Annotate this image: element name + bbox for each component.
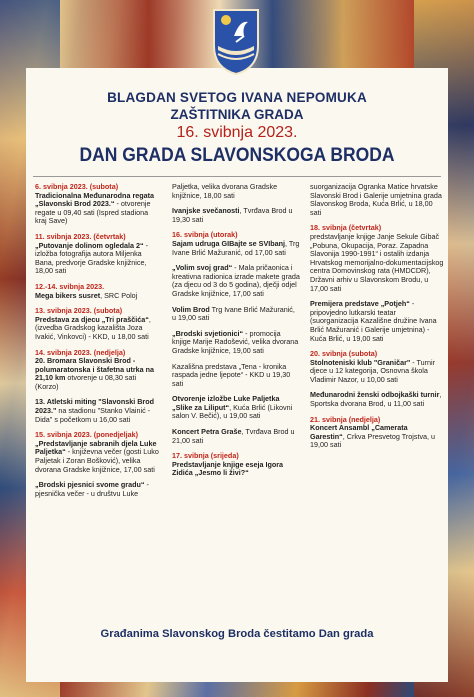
event-item xyxy=(35,431,161,474)
event-details: - književna večer (gosti Luko Paljetak i Zoran Bošković), velika dvorana Gradske knjižnice, 17,00 sati xyxy=(35,447,159,474)
event-details: - pripovjedno lutkarski teatar (suorganizacija Kazališne družine Ivana Brlić Mažuranić i Galerije umjetnina) - Kuća Brlić, u 19,00 sati xyxy=(310,299,437,343)
event-details: Paljetka, velika dvorana Gradske knjižnice, 18,00 sati xyxy=(172,182,278,200)
event-title: Koncert Petra Graše xyxy=(172,427,242,437)
event-date: 15. svibnja 2023. (ponedjeljak) xyxy=(35,430,139,440)
program-column-1 xyxy=(35,183,161,505)
event-item xyxy=(310,391,444,408)
event-item xyxy=(172,452,300,478)
city-crest-icon xyxy=(212,6,260,76)
event-item xyxy=(310,183,444,217)
event-item xyxy=(310,300,444,343)
header-date: 16. svibnja 2023. xyxy=(176,124,298,141)
event-title: Predstava za djecu „Tri praščića“ xyxy=(35,314,149,324)
footer-greeting: Građanima Slavonskog Broda čestitamo Dan grada xyxy=(100,628,374,640)
event-details: , Sportska dvorana Brod, u 11,00 sati xyxy=(310,390,442,409)
event-date: 13. svibnja 2023. (subota) xyxy=(35,306,123,316)
event-details: - Turnir djece u 12 kategorija, Osnovna škola Vladimir Nazor, u 10,00 sati xyxy=(310,357,436,384)
event-date: 12.-14. svibnja 2023. xyxy=(35,281,105,291)
event-title: Stolnoteniski klub "Graničar" xyxy=(310,357,411,367)
event-item xyxy=(35,283,161,300)
program-column-2 xyxy=(172,183,300,485)
event-item xyxy=(35,481,161,498)
event-item xyxy=(172,306,300,323)
event-item xyxy=(172,395,300,421)
event-title: Ivanjske svečanosti xyxy=(172,206,240,216)
event-item xyxy=(310,224,444,293)
event-title: Otvorenje izložbe Luke Paljetka „Slike za Liliput“ xyxy=(172,394,280,412)
event-title: Tradicionalna Međunarodna regata „Slavonski Brod 2023.“ xyxy=(35,190,155,209)
event-date: 14. svibnja 2023. (nedjelja) xyxy=(35,347,126,357)
event-title: Premijera predstave „Potjeh“ xyxy=(310,299,410,309)
event-details: , Crkva Presvetog Trojstva, u 19,00 sati xyxy=(310,431,436,450)
event-item xyxy=(172,264,300,298)
event-item xyxy=(35,349,161,392)
event-date: 11. svibnja 2023. (četvrtak) xyxy=(35,231,126,241)
header-line-1: BLAGDAN SVETOG IVANA NEPOMUKA xyxy=(107,90,367,105)
event-details: predstavljanje knjige Janje Sekule Gibač „Pobuna, Okupacija, Poraz. Zapadna Slavonija 1990-1991“ i ostalih izdanja Hrvatskog memorijalno-dokumentacijskog centra Domovinskog rata (HMDCDR), Državni arhiv u Slavonskom Brodu, u 17,00 sati xyxy=(310,231,444,293)
event-details: , (izvedba Gradskog kazališta Joza Ivakić, Vinkovci) - KKD, u 18,00 sati xyxy=(35,314,151,341)
event-details: otvorenje u 08,30 sati (Korzo) xyxy=(35,373,137,391)
event-title: „Volim svoj grad“ xyxy=(172,263,233,273)
event-details: , Tvrđava Brod u 19,30 sati xyxy=(172,206,293,224)
event-title: Mega bikers susret xyxy=(35,290,101,300)
event-item xyxy=(35,307,161,341)
event-item xyxy=(35,398,161,424)
event-item xyxy=(172,428,300,445)
event-date: 21. svibnja (nedjelja) xyxy=(310,414,381,424)
event-date: 17. svibnja (srijeda) xyxy=(172,451,239,461)
event-title: „Predstavljanje sabranih djela Luke Paljetka“ xyxy=(35,438,157,457)
event-details: - otvorenje regate u 09,40 sati (Ispred stadiona kraj Save) xyxy=(35,199,151,226)
event-date: 16. svibnja (utorak) xyxy=(172,230,238,240)
event-item xyxy=(310,350,444,384)
event-title: „Putovanje dolinom ogledala 2“ xyxy=(35,240,144,250)
header-line-2: ZAŠTITNIKA GRADA xyxy=(170,107,304,122)
event-details: - promocija knjige Marije Radošević, velika dvorana Gradske knjižnice, 19,00 sati xyxy=(172,328,299,355)
page-title: DAN GRADA SLAVONSKOGA BRODA xyxy=(79,145,395,166)
event-details: Trg Ivane Brlić Mažuranić, u 19,00 sati xyxy=(172,304,295,323)
program-column-3 xyxy=(310,183,444,457)
event-title: Koncert Ansambl „Camerata Garestin“ xyxy=(310,423,408,441)
event-title: Predstavljanje knjige eseja Igora Zidića „Jesmo li živi?“ xyxy=(172,459,284,478)
event-details: , Trg Ivane Brlić Mažuranić, od 17,00 sati xyxy=(172,238,300,257)
event-item xyxy=(35,233,161,276)
event-details: , Kuća Brlić (Likovni salon V. Bečić), u 19,00 sati xyxy=(172,402,293,421)
event-date: 18. svibnja (četvrtak) xyxy=(310,223,382,233)
event-item xyxy=(172,363,300,389)
event-date: 20. svibnja (subota) xyxy=(310,349,378,359)
event-item xyxy=(172,330,300,356)
event-title: 13. Atletski miting "Slavonski Brod 2023." xyxy=(35,397,154,416)
event-details: - izložba fotografija autora Miljenka Bana, predvorje Gradske knjižnice, 18,00 sati xyxy=(35,240,149,276)
divider xyxy=(33,176,441,177)
event-date: 6. svibnja 2023. (subota) xyxy=(35,182,119,191)
event-item xyxy=(172,231,300,257)
event-title: Sajam udruga GIBajte se SVIbanj xyxy=(172,238,286,248)
event-item xyxy=(172,207,300,224)
event-title: „Brodski pjesnici svome gradu“ xyxy=(35,480,145,490)
event-item xyxy=(172,183,300,200)
event-item xyxy=(310,416,444,450)
event-details: na stadionu "Stanko Vlainić - Dida" s početkom u 16,00 sati xyxy=(35,406,151,424)
event-title: Međunarodni ženski odbojkaški turnir xyxy=(310,390,440,400)
event-details: - Mala pričaonica i kreativna radionica izrade makete grada (za djecu od 3 do 5 godina), dječji odjel Gradske knjižnice, 17,00 sati xyxy=(172,263,300,298)
event-title: Volim Brod xyxy=(172,304,210,314)
event-details: Kazališna predstava „Tena - kronika raspada jedne ljepote“ - KKD u 19,30 sati xyxy=(172,361,291,388)
event-details: suorganizacija Ogranka Matice hrvatske Slavonski Brod i Galerije umjetnina grada Slavonskog Broda, Kuća Brlić, u 18,00 sati xyxy=(310,182,442,217)
event-details: , SRC Poloj xyxy=(100,290,138,300)
event-item xyxy=(35,183,161,226)
event-title: „Brodski svjetionici“ xyxy=(172,328,244,338)
event-details: , Tvrđava Brod u 21,00 sati xyxy=(172,427,295,445)
event-title: 20. Bromara Slavonski Brod - polumaratonska i štafetna utrka na 21,10 km xyxy=(35,356,155,383)
event-details: - pjesnička večer - u društvu Luke xyxy=(35,480,149,498)
